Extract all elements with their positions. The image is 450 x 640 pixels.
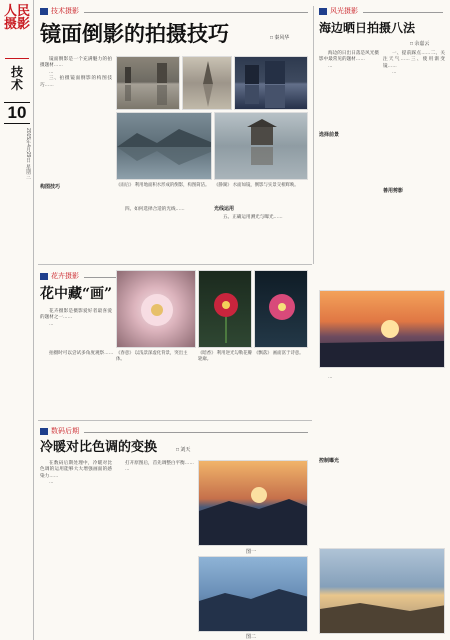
photo-building-reflection <box>234 56 308 110</box>
article-body-mirror-col3: 五、正确运用测光与曝光…… <box>223 214 283 219</box>
subhead-silhouette: 善用剪影 <box>383 188 404 194</box>
photo-seaside-bottom <box>319 548 445 634</box>
photo-flower-2 <box>198 270 252 348</box>
figure-label-1: 图一 <box>246 549 257 555</box>
subhead-foreground: 选择前景 <box>319 132 340 138</box>
masthead <box>0 0 34 640</box>
photo-flower-3 <box>254 270 308 348</box>
article-title-color: 冷暖对比色调的变换 <box>40 440 158 455</box>
article-body-seaside-col2: 一、提前踩点……二、关注天气……三、使用渐变镜…… … <box>383 50 445 75</box>
section-name: 技术 <box>10 65 23 92</box>
photo-caption-flower-2: 《暗香》 利用逆光勾勒花瓣轮廓。 <box>198 350 252 361</box>
article-body-flower-col1: 花卉摄影是摄影爱好者最喜爱的题材之一…… … <box>40 308 112 326</box>
photo-street-reflection <box>116 56 180 110</box>
subhead-lighting: 光线运用 <box>214 206 235 212</box>
section-divider <box>38 420 312 421</box>
article-body-mirror-col2: 四、如何选择合适的光线…… <box>125 206 185 211</box>
column-tag-flower: 花卉摄影 <box>40 271 79 282</box>
dateline: 2015年4月29日 星期三 <box>25 128 31 179</box>
tag-rule <box>84 432 308 433</box>
photo-caption-1: 《雨后》 利用地面积水形成的倒影，构图简洁。 <box>116 182 210 187</box>
byline-color: □ 刘天 <box>176 447 191 453</box>
photo-seaside-sunrise <box>319 290 445 368</box>
page-number: 10 <box>4 102 30 124</box>
byline-seaside: □ 余嘉云 <box>410 41 430 47</box>
photo-tower-reflection <box>182 56 232 110</box>
subhead-exposure: 控制曝光 <box>319 458 340 464</box>
article-title-seaside: 海边晒日拍摄八法 <box>319 21 416 35</box>
article-body-seaside-col3: … <box>328 374 333 379</box>
photo-flower-1 <box>116 270 196 348</box>
photo-caption-flower-1: 《春意》 以浅景深虚化背景，突出主体。 <box>116 350 188 361</box>
photo-pavilion-reflection <box>214 112 308 180</box>
article-body-seaside-col1: 海边的日出日落是风光摄影中最常见的题材…… … <box>319 50 379 68</box>
tag-rule <box>363 12 443 13</box>
photo-color-figure-2 <box>198 556 308 632</box>
photo-color-figure-1 <box>198 460 308 546</box>
article-body-color-col2: 打开原图后，首先调整白平衡…… … <box>125 460 194 472</box>
column-divider <box>313 6 314 264</box>
byline-mirror: □ 秦风华 <box>270 35 290 41</box>
article-body-mirror-col1: 镜面倒影是一个充满魅力的拍摄题材…… … 三、拍摄镜面倒影的构图技巧…… <box>40 56 112 87</box>
section-divider <box>38 264 312 265</box>
column-tag-technique: 技术摄影 <box>40 6 79 17</box>
article-title-mirror: 镜面倒影的拍摄技巧 <box>40 21 229 46</box>
column-tag-postprocessing: 数码后期 <box>40 426 79 437</box>
tag-rule <box>84 12 308 13</box>
figure-label-2: 图二 <box>246 634 257 640</box>
article-body-flower-col2: 拍摄时可以尝试多角度观察…… <box>49 350 114 355</box>
article-title-flower: 花中藏“画” <box>40 286 113 302</box>
subhead-composition: 构图技巧 <box>40 184 61 190</box>
photo-caption-flower-3: 《飘落》 画面富于诗意。 <box>254 350 304 355</box>
logo-divider <box>5 58 29 59</box>
photo-lake-reflection <box>116 112 212 180</box>
photo-caption-2: 《静湖》 水面如镜，倒影与实景交相辉映。 <box>214 182 299 187</box>
column-tag-landscape: 风光摄影 <box>319 6 358 17</box>
newspaper-logo: 人民摄影 <box>3 4 30 32</box>
article-body-color-col1: 在数码后期处理中，冷暖对比色调的运用能够大大增强画面的感染力…… … <box>40 460 112 485</box>
